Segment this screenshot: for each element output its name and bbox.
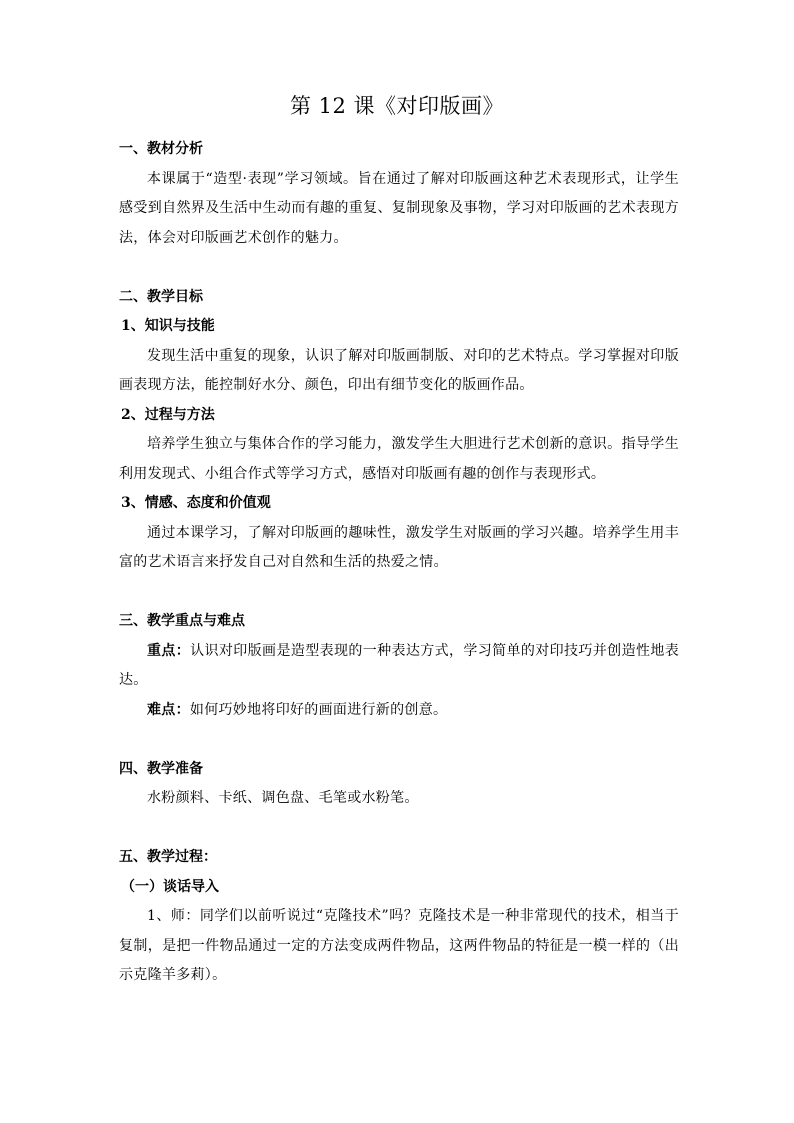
section-heading-textbook-analysis: 一、教材分析 bbox=[119, 141, 203, 157]
page-title: 第 12 课《对印版画》 bbox=[289, 94, 505, 118]
paragraph-difficult-point bbox=[119, 696, 679, 726]
paragraph-emotion-values: 通过本课学习，了解对印版画的趣味性，激发学生对版画的学习兴趣。培养学生用丰富的艺术语言来抒发自己对自然和生活的热爱之情。 bbox=[119, 524, 679, 570]
paragraph-textbook-analysis: 本课属于“造型·表现”学习领域。旨在通过了解对印版画这种艺术表现形式，让学生感受到自然界及生活中生动而有趣的重复、复制现象及事物，学习对印版画的艺术表现方法，体会对印版画艺术创作的魅力。 bbox=[119, 170, 679, 246]
paragraph-preparation: 水粉颜料、卡纸、调色盘、毛笔或水粉笔。 bbox=[147, 790, 419, 806]
spacer bbox=[119, 814, 679, 844]
difficult-point-text: 如何巧妙地将印好的画面进行新的创意。 bbox=[189, 701, 448, 718]
difficult-point-label: 难点： bbox=[147, 701, 190, 718]
spacer bbox=[119, 725, 679, 755]
document-body bbox=[119, 135, 679, 991]
subheading-conversation-intro: （一）谈话导入 bbox=[121, 878, 219, 895]
paragraph-process-methods: 培养学生独立与集体合作的学习能力，激发学生大胆进行艺术创新的意识。指导学生利用发现式、小组合作式等学习方式，感悟对印版画有趣的创作与表现形式。 bbox=[119, 436, 679, 482]
key-point-text: 认识对印版画是造型表现的一种表达方式，学习简单的对印技巧并创造性地表达。 bbox=[119, 642, 680, 688]
key-point-label: 重点： bbox=[147, 642, 191, 659]
spacer bbox=[119, 253, 679, 283]
subheading-process-methods: 2、过程与方法 bbox=[121, 406, 215, 423]
subheading-emotion-values: 3、情感、态度和价值观 bbox=[121, 495, 271, 511]
section-heading-teaching-goals: 二、教学目标 bbox=[119, 288, 203, 305]
subheading-knowledge-skills: 1、知识与技能 bbox=[121, 318, 215, 334]
paragraph-knowledge-skills: 发现生活中重复的现象，认识了解对印版画制版、对印的艺术特点。学习掌握对印版画表现方法，能控制好水分、颜色，印出有细节变化的版画作品。 bbox=[119, 347, 679, 393]
section-heading-teaching-process: 五、教学过程： bbox=[119, 849, 217, 865]
paragraph-conversation-intro: 1、师：同学们以前听说过“克隆技术”吗？克隆技术是一种非常现代的技术，相当于复制，是把一件物品通过一定的方法变成两件物品，这两件物品的特征是一模一样的（出示克隆羊多莉）。 bbox=[119, 908, 679, 983]
section-heading-key-difficult-points: 三、教学重点与难点 bbox=[119, 613, 245, 629]
paragraph-key-point bbox=[119, 637, 679, 696]
spacer bbox=[119, 578, 679, 608]
section-heading-preparation: 四、教学准备 bbox=[119, 760, 203, 777]
